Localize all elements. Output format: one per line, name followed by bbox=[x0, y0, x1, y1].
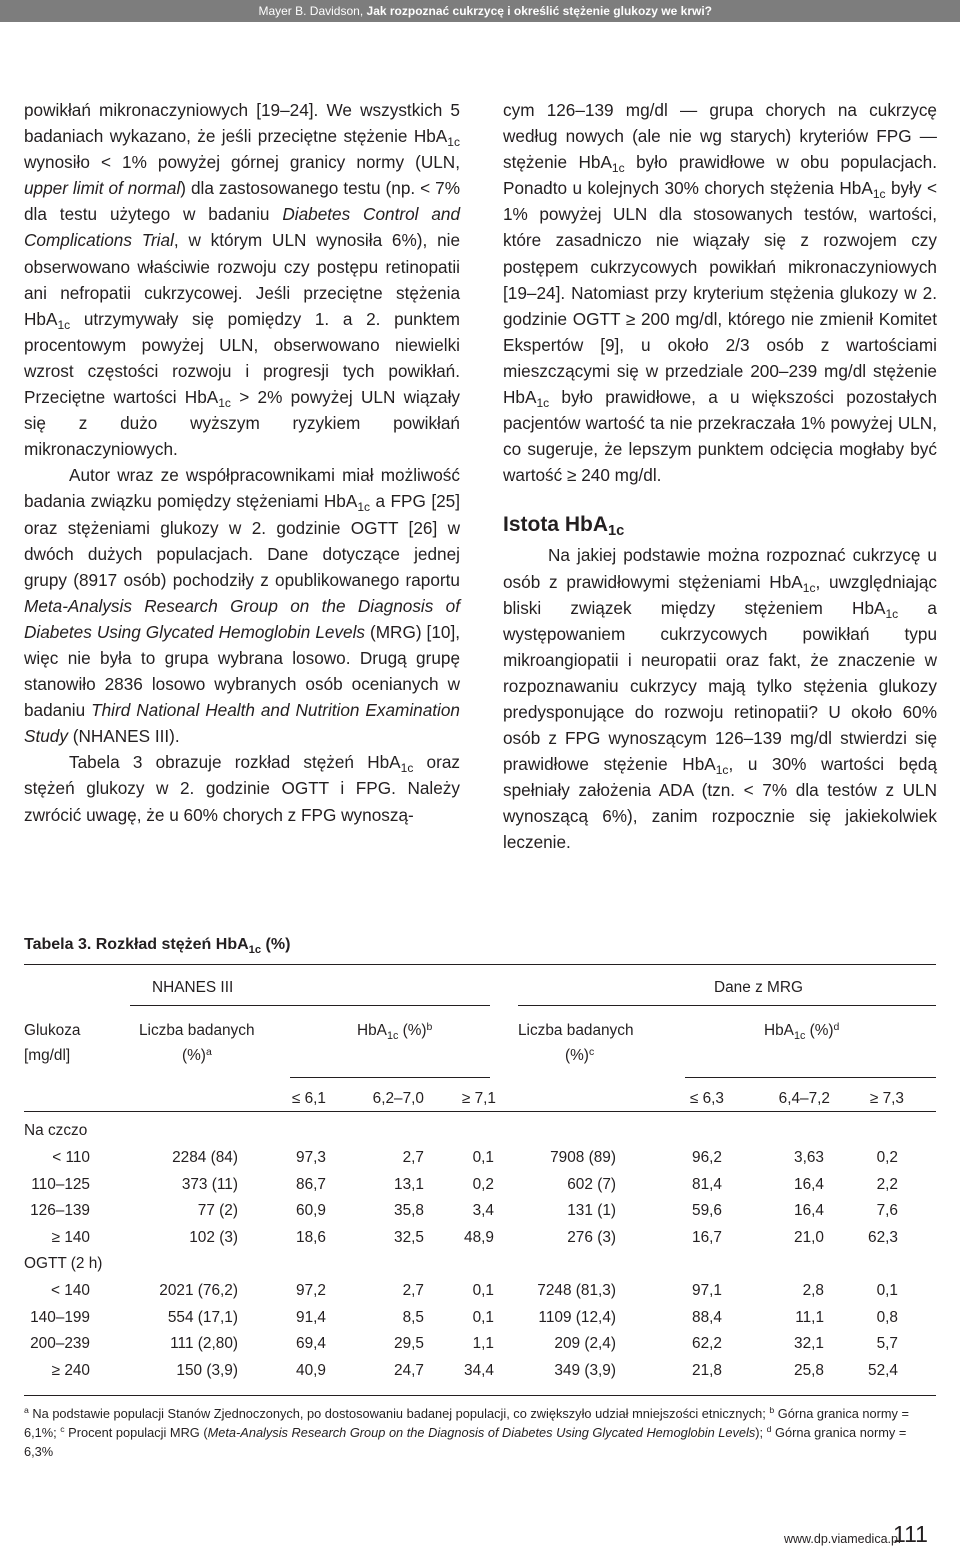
table-cell: 91,4 bbox=[296, 1308, 326, 1326]
table-cell: 81,4 bbox=[692, 1175, 722, 1193]
table-cell: 86,7 bbox=[296, 1175, 326, 1193]
table-cell: 77 (2) bbox=[197, 1202, 238, 1220]
table-subheader-n1: ≤ 6,1 bbox=[291, 1090, 326, 1107]
table-cell: 21,0 bbox=[794, 1228, 824, 1246]
table-cell: 7248 (81,3) bbox=[537, 1282, 616, 1299]
table-section-ogtt: OGTT (2 h) bbox=[24, 1255, 103, 1272]
table-footnote: $^a$ Na podstawie populacji Stanów Zjednoczonych, po dostosowaniu badanej populacji, co zwiększyło udział mniejszości etnicznych; $^b$ Górna granica normy = 6,1%; $^c$ Procent populacji MRG (Meta-Analysis Research Group on the Diagnosis of Diabetes Using Glycated Hemoglobin Levels); $^d$ Górna granica normy = 6,3% bbox=[24, 1405, 909, 1459]
table-cell: 102 (3) bbox=[189, 1228, 238, 1246]
table-cell: 21,8 bbox=[692, 1361, 722, 1379]
table-group-nhanes: NHANES III bbox=[152, 979, 234, 996]
table-cell: 11,1 bbox=[795, 1308, 824, 1326]
header-authors: Mayer B. Davidson, bbox=[258, 4, 364, 18]
table-cell: 29,5 bbox=[394, 1335, 424, 1353]
table-row-label: 140–199 bbox=[30, 1308, 90, 1326]
table-subheader-n2: 6,2–7,0 bbox=[372, 1090, 424, 1107]
table-cell: 69,4 bbox=[296, 1335, 326, 1353]
left-paragraph-3: Tabela 3 obrazuje rozkład stężeń HbA$_{1c}$ oraz stężeń glukozy w 2. godzinie OGTT i FPG. Należy zwrócić uwagę, że u 60% chorych z FPG wynoszą- bbox=[24, 752, 460, 825]
table-cell: 97,1 bbox=[692, 1282, 722, 1299]
table-row-label: ≥ 240 bbox=[51, 1361, 90, 1379]
table-cell: 2,7 bbox=[402, 1149, 424, 1166]
table-cell: 96,2 bbox=[692, 1149, 722, 1166]
table-cell: 7908 (89) bbox=[550, 1149, 616, 1166]
table-cell: 2,7 bbox=[402, 1282, 424, 1299]
table-cell: 48,9 bbox=[464, 1228, 494, 1246]
right-paragraph-2: Na jakiej podstawie można rozpoznać cukrzycę u osób z prawidłowymi stężeniami HbA$_{1c}$, uwzględniając bliski związek między stężeniem HbA$_{1c}$ a występowaniem cukrzycowych powikłań typu mikroangiopatii i neuropatii oraz fakt, że znaczenie w rozpoznawaniu cukrzycy mają tylko stężenia glukozy predysponujące do rozwoju retinopatii? U około 60% osób z FPG wynoszącym 126–139 mg/dl stwierdzi się prawidłowe stężenie HbA$_{1c}$, u 30% wartości będą spełniały założenia ADA (tzn. < 7% dla testów z ULN wynoszącą 6%), zanim rozpocznie się jakiekolwiek leczenie. bbox=[503, 545, 938, 853]
table-row-label: < 140 bbox=[51, 1282, 90, 1299]
table-cell: 373 (11) bbox=[181, 1175, 238, 1193]
table-cell: 8,5 bbox=[402, 1308, 424, 1326]
table-cell: 16,4 bbox=[794, 1175, 824, 1193]
table-group-rule-mrg bbox=[518, 1005, 936, 1006]
table-cell: 1109 (12,4) bbox=[538, 1308, 616, 1326]
right-column bbox=[503, 97, 937, 856]
table-cell: 2,2 bbox=[876, 1175, 898, 1193]
table-cell: 1,1 bbox=[472, 1335, 494, 1353]
table-sub-rule-mrg bbox=[685, 1077, 936, 1078]
table-cell: 62,2 bbox=[692, 1335, 722, 1353]
table-cell: 52,4 bbox=[868, 1361, 898, 1379]
table-sub-rule-nhanes bbox=[290, 1077, 490, 1078]
table-row-label: < 110 bbox=[52, 1149, 90, 1166]
footer-url: www.dp.viamedica.pl bbox=[784, 1532, 901, 1546]
table-header-liczba-mrg: Liczba badanych bbox=[518, 1022, 634, 1039]
table-cell: 554 (17,1) bbox=[167, 1308, 238, 1326]
table-header-glukoza: Glukoza bbox=[24, 1022, 81, 1039]
table-cell: 150 (3,9) bbox=[176, 1361, 238, 1379]
table-subheader-n3: ≥ 7,1 bbox=[461, 1090, 496, 1107]
table-cell: 32,1 bbox=[794, 1335, 824, 1353]
table-row-label: ≥ 140 bbox=[51, 1228, 90, 1246]
table-subheader-m2: 6,4–7,2 bbox=[778, 1090, 830, 1107]
left-paragraph-2: Autor wraz ze współpracownikami miał możliwość badania związku pomiędzy stężeniami HbA$_{1c}$ a FPG [25] oraz stężeniami glukozy w 2. godzinie OGTT [26] w dwóch dużych populacjach. Dane dotyczące jednej grupy (8917 osób) pochodziły z opublikowanego raportu Meta-Analysis Research Group on the Diagnosis of Diabetes Using Glycated Hemoglobin Levels (MRG) [10], więc nie była to grupa wybrana losowo. Drugą grupę stanowiło 2836 losowo wybranych osób ocenianych w badaniu Third National Health and Nutrition Examination Study (NHANES III). bbox=[24, 465, 461, 747]
table-cell: 7,6 bbox=[876, 1202, 898, 1220]
table-cell: 32,5 bbox=[394, 1228, 424, 1246]
table-cell: 0,2 bbox=[472, 1175, 494, 1193]
table-cell: 3,63 bbox=[794, 1149, 824, 1166]
table-cell: 276 (3) bbox=[567, 1228, 616, 1246]
page-number: 111 bbox=[893, 1521, 928, 1547]
table-cell: 13,1 bbox=[394, 1175, 424, 1193]
table-group-rule-nhanes bbox=[130, 1005, 490, 1006]
table-cell: 131 (1) bbox=[567, 1202, 616, 1220]
table-cell: 62,3 bbox=[868, 1228, 898, 1246]
table-cell: 97,2 bbox=[296, 1282, 326, 1299]
table-cell: 602 (7) bbox=[567, 1175, 616, 1193]
table-cell: 97,3 bbox=[296, 1149, 326, 1166]
table-cell: 0,1 bbox=[472, 1308, 494, 1326]
running-header bbox=[0, 0, 960, 22]
table-header-hba-mrg: HbA$_{1c}$ (%)$^d$ bbox=[764, 1022, 840, 1042]
table-cell: 0,1 bbox=[472, 1149, 494, 1166]
table-cell: 35,8 bbox=[394, 1202, 424, 1220]
table-cell: 2284 (84) bbox=[172, 1149, 238, 1166]
table-cell: 2,8 bbox=[802, 1282, 824, 1299]
table-subheader-m3: ≥ 7,3 bbox=[869, 1090, 904, 1107]
table-subheader-m1: ≤ 6,3 bbox=[689, 1090, 724, 1107]
table-cell: 5,7 bbox=[876, 1335, 898, 1353]
table-header-pct-nhanes: (%)$^a$ bbox=[182, 1047, 212, 1064]
table-top-rule bbox=[24, 964, 936, 965]
table-row-label: 200–239 bbox=[30, 1335, 90, 1353]
table-header-pct-mrg: (%)$^c$ bbox=[565, 1047, 595, 1064]
table-cell: 111 (2,80) bbox=[170, 1335, 238, 1353]
table-cell: 209 (2,4) bbox=[554, 1335, 616, 1353]
table-cell: 18,6 bbox=[296, 1228, 326, 1246]
table-cell: 34,4 bbox=[464, 1361, 494, 1379]
left-paragraph-1: powikłań mikronaczyniowych [19–24]. We wszystkich 5 badaniach wykazano, że jeśli przeciętne stężenie HbA$_{1c}$ wynosiło < 1% powyżej górnej granicy normy (ULN, upper limit of normal) dla zastosowanego testu (np. < 7% dla testu użytego w badaniu Diabetes Control and Complications Trial, w którym ULN wynosiła 6%), nie obserwowano właściwie rozwoju czy postępu retinopatii ani nefropatii cukrzycowej. Jeśli przeciętne stężenia HbA$_{1c}$ utrzymywały się pomiędzy 1. a 2. punktem procentowym powyżej ULN, obserwowano niewielki wzrost częstości rozwoju i progresji tych powikłań. Przeciętne wartości HbA$_{1c}$ > 2% powyżej ULN wiązały się z dużo wyższym ryzykiem powikłań mikronaczyniowych. bbox=[24, 100, 461, 460]
header-title: Jak rozpoznać cukrzycę i określić stężenie glukozy we krwi? bbox=[366, 4, 712, 18]
table-bottom-rule bbox=[24, 1395, 936, 1396]
table-cell: 3,4 bbox=[472, 1202, 494, 1220]
table-cell: 16,7 bbox=[692, 1228, 722, 1246]
table-header-bottom-rule bbox=[24, 1111, 936, 1112]
right-paragraph-1: cym 126–139 mg/dl — grupa chorych na cukrzycę według nowych (ale nie wg starych) kryteriów FPG — stężenie HbA$_{1c}$ było prawidłowe w obu populacjach. Ponadto u kolejnych 30% chorych stężenia HbA$_{1c}$ były < 1% powyżej ULN dla stosowanych testów, wartości, które zasadniczo nie wiązały się z rozwojem czy postępem cukrzycowych powikłań mikronaczyniowych [19–24]. Natomiast przy kryterium stężenia glukozy w 2. godzinie OGTT ≥ 200 mg/dl, którego nie zmienił Komitet Ekspertów [9], u około 2/3 osób z wartościami mieszczącymi się w przedziale 200–239 mg/dl stężenie HbA$_{1c}$ było prawidłowe, a u większości pozostałych pacjentów wartość ta nie przekraczała 1% powyżej ULN, co sugeruje, że lepszym punktem odcięcia mogłaby być wartość ≥ 240 mg/dl. bbox=[503, 100, 937, 486]
table-row-label: 110–125 bbox=[31, 1175, 90, 1193]
table-cell: 0,8 bbox=[876, 1308, 898, 1326]
table-cell: 16,4 bbox=[794, 1202, 824, 1220]
table-cell: 349 (3,9) bbox=[554, 1361, 616, 1379]
table-cell: 88,4 bbox=[692, 1308, 722, 1326]
left-column bbox=[24, 97, 460, 828]
table-cell: 2021 (76,2) bbox=[159, 1282, 238, 1299]
table-cell: 25,8 bbox=[794, 1361, 824, 1379]
table-header-liczba-nhanes: Liczba badanych bbox=[139, 1022, 255, 1039]
table-cell: 0,2 bbox=[876, 1149, 898, 1166]
table-header-hba-nhanes: HbA$_{1c}$ (%)$^b$ bbox=[357, 1022, 433, 1042]
table-cell: 0,1 bbox=[472, 1282, 494, 1299]
table-cell: 0,1 bbox=[876, 1282, 898, 1299]
table-section-fasting: Na czczo bbox=[24, 1122, 88, 1139]
table-cell: 40,9 bbox=[296, 1361, 326, 1379]
section-title: Istota HbA$_{1c}$ bbox=[503, 513, 625, 540]
table-header-unit: [mg/dl] bbox=[24, 1047, 71, 1064]
table-caption: Tabela 3. Rozkład stężeń HbA$_{1c}$ (%) bbox=[24, 936, 291, 956]
table-row-label: 126–139 bbox=[30, 1202, 90, 1220]
table-group-mrg: Dane z MRG bbox=[714, 979, 803, 996]
table-cell: 24,7 bbox=[394, 1361, 424, 1379]
table-cell: 60,9 bbox=[296, 1202, 326, 1220]
header-text bbox=[258, 4, 712, 18]
table-cell: 59,6 bbox=[692, 1202, 722, 1220]
